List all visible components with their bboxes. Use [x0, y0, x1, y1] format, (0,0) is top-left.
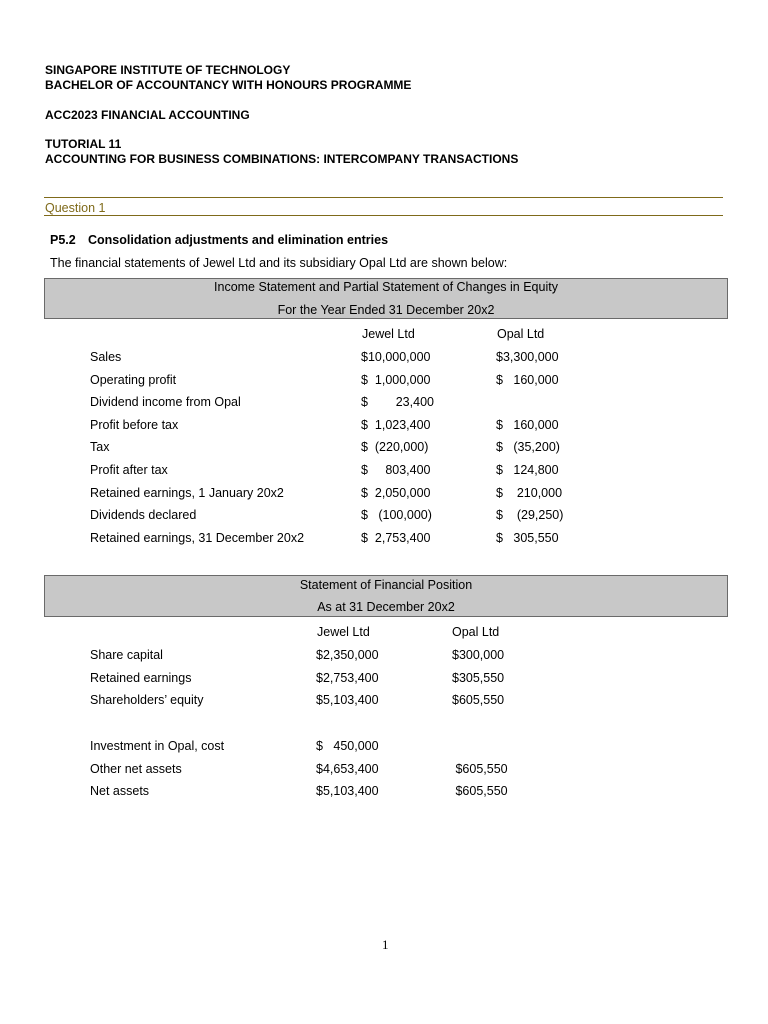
row-jewel-value: $5,103,400	[316, 784, 379, 798]
income-statement-title-box	[44, 278, 728, 319]
income-statement-period: For the Year Ended 31 December 20x2	[277, 303, 495, 317]
table-row	[0, 648, 768, 666]
row-opal-value: $ 305,550	[496, 530, 559, 545]
row-label: Investment in Opal, cost	[90, 739, 225, 753]
table-row	[0, 418, 768, 436]
row-jewel-value: $ 2,753,400	[361, 530, 431, 545]
row-jewel-value: $ 2,050,000	[361, 485, 431, 500]
row-jewel-value: $ 1,000,000	[361, 372, 431, 387]
table-row	[0, 440, 768, 458]
table-row	[0, 373, 768, 391]
financial-position-date: As at 31 December 20x2	[317, 600, 455, 614]
row-label: Share capital	[90, 648, 163, 662]
row-opal-value: $3,300,000	[496, 350, 559, 364]
row-label: Sales	[90, 350, 122, 364]
row-opal-value: $605,550	[452, 761, 508, 776]
row-opal-value: $605,550	[452, 693, 505, 707]
row-label: Net assets	[90, 784, 150, 798]
row-jewel-value: $2,753,400	[316, 670, 379, 685]
table-row	[0, 486, 768, 504]
row-label: Tax	[90, 440, 110, 455]
question-title: Consolidation adjustments and elimination entries	[88, 233, 389, 247]
row-jewel-value: $4,653,400	[316, 761, 379, 776]
row-jewel-value: $5,103,400	[316, 693, 379, 707]
table-row	[0, 531, 768, 549]
row-jewel-value: $ 803,400	[361, 463, 431, 477]
institution-name: SINGAPORE INSTITUTE OF TECHNOLOGY	[45, 63, 291, 77]
row-jewel-value: $ 1,023,400	[361, 417, 431, 432]
question-code: P5.2	[50, 233, 76, 247]
table-row	[0, 784, 768, 802]
row-jewel-value: $ (220,000)	[361, 440, 429, 455]
row-opal-value: $ 160,000	[496, 417, 559, 432]
row-jewel-value: $ 450,000	[316, 739, 379, 753]
table-row	[0, 395, 768, 413]
row-jewel-value: $10,000,000	[361, 350, 431, 364]
table-row	[0, 693, 768, 711]
is-col-jewel: Jewel Ltd	[362, 327, 415, 341]
row-label: Shareholders’ equity	[90, 693, 204, 707]
row-opal-value: $300,000	[452, 648, 505, 662]
row-label: Profit after tax	[90, 463, 168, 477]
is-col-opal: Opal Ltd	[497, 327, 545, 341]
course-title: ACC2023 FINANCIAL ACCOUNTING	[45, 108, 250, 122]
tutorial-topic: ACCOUNTING FOR BUSINESS COMBINATIONS: INTERCOMPANY TRANSACTIONS	[45, 152, 519, 166]
row-label: Retained earnings, 1 January 20x2	[90, 485, 284, 500]
row-label: Profit before tax	[90, 417, 179, 432]
financial-position-title: Statement of Financial Position	[299, 578, 473, 592]
question-top-rule	[44, 197, 723, 198]
tutorial-number: TUTORIAL 11	[45, 137, 122, 151]
row-label: Operating profit	[90, 372, 177, 387]
row-opal-value: $ 124,800	[496, 463, 559, 477]
question-label: Question 1	[45, 201, 106, 215]
financial-position-title-box	[44, 575, 728, 617]
row-jewel-value: $ 23,400	[361, 395, 434, 410]
row-opal-value: $ (35,200)	[496, 440, 560, 455]
row-jewel-value: $2,350,000	[316, 648, 379, 662]
question-intro: The financial statements of Jewel Ltd and its subsidiary Opal Ltd are shown below:	[50, 256, 508, 270]
programme-name: BACHELOR OF ACCOUNTANCY WITH HONOURS PROGRAMME	[45, 78, 412, 92]
table-row	[0, 350, 768, 368]
row-opal-value: $ 210,000	[496, 485, 563, 500]
row-label: Other net assets	[90, 761, 182, 776]
table-row	[0, 508, 768, 526]
income-statement-title: Income Statement and Partial Statement of Changes in Equity	[214, 280, 558, 294]
row-label: Dividend income from Opal	[90, 395, 241, 410]
table-row	[0, 671, 768, 689]
table-row	[0, 463, 768, 481]
question-bottom-rule	[44, 215, 723, 216]
row-opal-value: $ 160,000	[496, 372, 559, 387]
fp-col-opal: Opal Ltd	[452, 625, 500, 639]
fp-col-jewel: Jewel Ltd	[317, 625, 370, 639]
row-label: Dividends declared	[90, 508, 197, 523]
row-label: Retained earnings	[90, 670, 192, 685]
row-opal-value: $ (29,250)	[496, 508, 564, 523]
table-row	[0, 762, 768, 780]
row-opal-value: $605,550	[452, 784, 508, 798]
row-jewel-value: $ (100,000)	[361, 508, 432, 523]
row-opal-value: $305,550	[452, 670, 505, 685]
table-row	[0, 739, 768, 757]
page-number: 1	[382, 937, 389, 952]
row-label: Retained earnings, 31 December 20x2	[90, 530, 305, 545]
